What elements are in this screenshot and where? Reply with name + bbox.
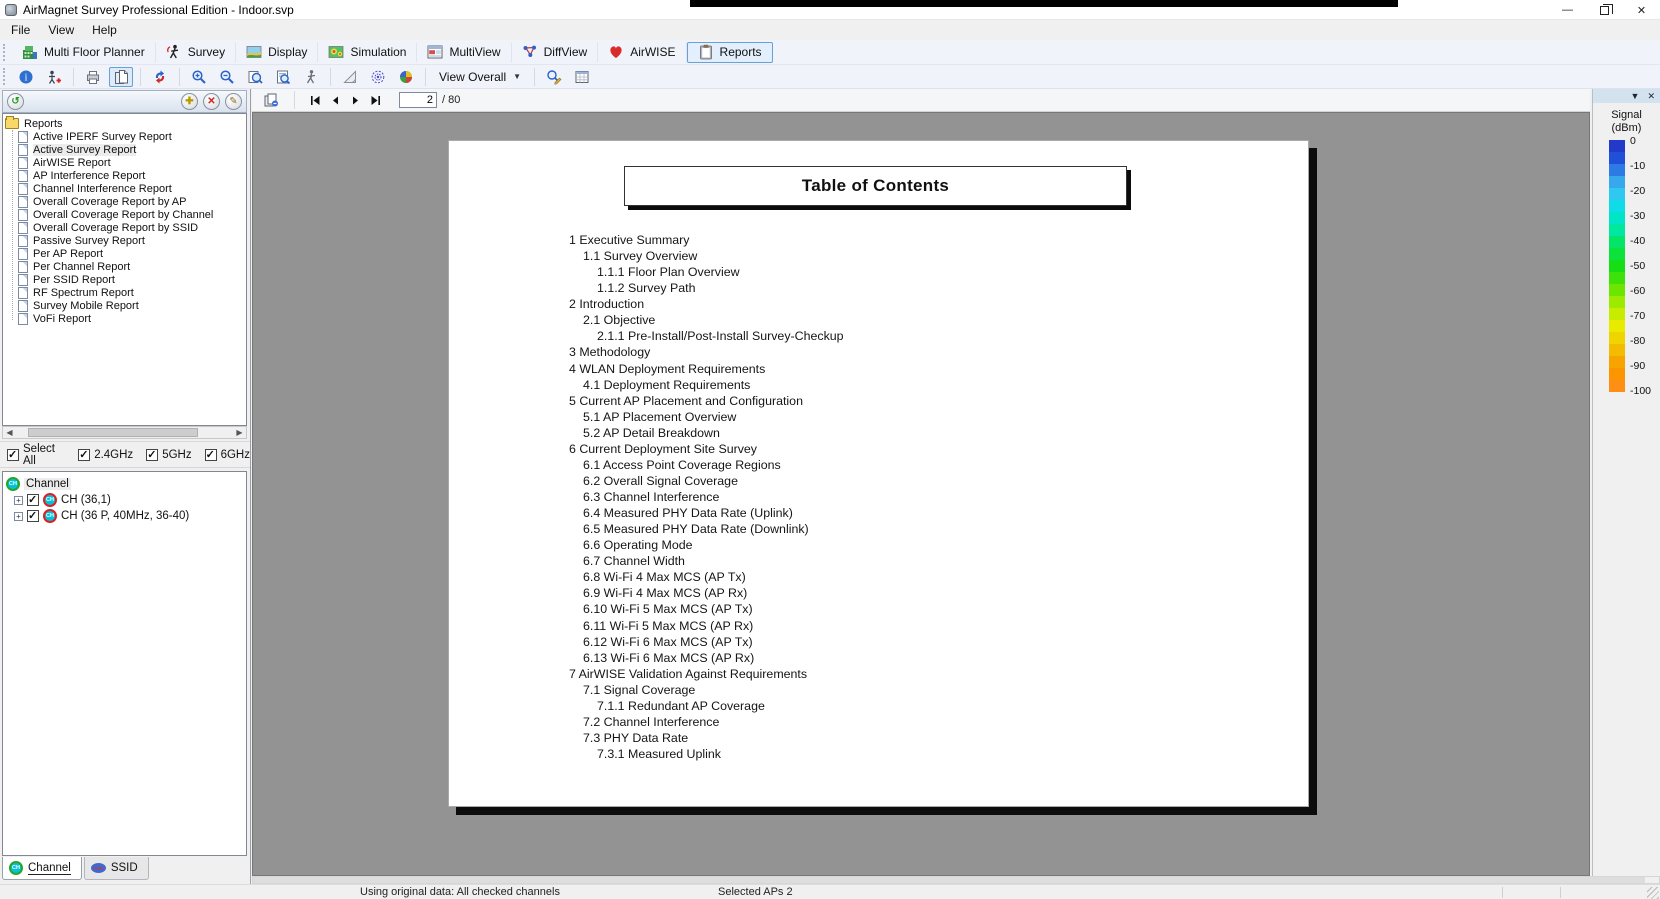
report-item-vofi-report[interactable] [18, 312, 244, 325]
toc-entry: 7.1.1 Redundant AP Coverage [597, 698, 765, 713]
mode-button-label: Survey [187, 45, 226, 59]
toc-entry: 7.3.1 Measured Uplink [597, 747, 721, 761]
scrollbar-thumb[interactable] [253, 877, 1645, 883]
mode-button-multi-floor-planner[interactable] [12, 42, 156, 63]
checkbox-icon[interactable] [7, 449, 19, 461]
toc-entry: 6.9 Wi-Fi 4 Max MCS (AP Rx) [583, 586, 748, 601]
band-filter-2-4ghz[interactable] [78, 449, 133, 461]
channel-item-ch-36-p-40mhz-36-40[interactable] [14, 508, 243, 524]
mode-button-label: Reports [719, 45, 762, 59]
status-separator [1560, 887, 1561, 898]
band-filter-select-all[interactable] [7, 443, 65, 467]
toc-entry: 6 Current Deployment Site Survey [569, 441, 758, 456]
report-tree-root[interactable] [5, 117, 244, 130]
toc-entry: 6.10 Wi-Fi 5 Max MCS (AP Tx) [583, 602, 753, 617]
toc-entry: 6.2 Overall Signal Coverage [583, 473, 738, 488]
signal-tick-label: -60 [1630, 285, 1646, 297]
signal-tick-label: -70 [1630, 310, 1646, 322]
toc-entry: 2.1 Objective [583, 313, 656, 328]
report-page-icon [18, 274, 28, 286]
report-item-per-ssid-report[interactable] [18, 273, 244, 286]
channel-icon: CH [43, 509, 57, 523]
simulation-icon [328, 44, 344, 60]
legend-title: Signal [1611, 109, 1642, 121]
report-page-icon [18, 183, 28, 195]
report-item-label: Overall Coverage Report by Channel [33, 208, 214, 221]
refresh-tree-button[interactable]: ↺ [7, 93, 24, 110]
signal-tick-label: -90 [1630, 360, 1646, 372]
menu-item-help[interactable]: Help [92, 23, 117, 37]
next-page-button[interactable] [345, 91, 365, 109]
multiview-icon [427, 44, 443, 60]
toolbar-separator [140, 68, 141, 86]
report-page-icon [18, 222, 28, 234]
document-canvas[interactable] [252, 112, 1590, 876]
export-report-icon[interactable] [259, 90, 283, 110]
view-mode-label: View Overall [439, 69, 507, 84]
toolbar-separator [294, 91, 295, 109]
report-page-icon [18, 209, 28, 221]
status-bar [0, 884, 1660, 899]
svg-text:i: i [24, 72, 28, 83]
toc-entry: 6.3 Channel Interference [583, 490, 720, 504]
diffview-icon [522, 44, 538, 60]
channel-root-label: Channel [26, 478, 69, 490]
tab-label: SSID [110, 862, 138, 874]
zoom-out-icon[interactable] [215, 67, 239, 87]
report-item-rf-spectrum-report[interactable] [18, 286, 244, 299]
color-scale-block [1609, 152, 1625, 164]
ssid-icon: SSID [91, 863, 106, 873]
add-report-button[interactable]: ✚ [181, 93, 198, 110]
color-scale-block [1609, 224, 1625, 236]
toolbar-separator [425, 68, 426, 86]
band-filter-label: 2.4GHz [94, 448, 134, 461]
first-page-button[interactable] [305, 91, 325, 109]
toc-entry: 5.1 AP Placement Overview [583, 409, 737, 424]
checkbox-icon[interactable] [146, 449, 158, 461]
delete-report-button[interactable]: ✕ [203, 93, 220, 110]
view-mode-dropdown[interactable] [431, 68, 529, 86]
toc-entry: 7.1 Signal Coverage [583, 682, 696, 697]
close-button[interactable]: ✕ [1636, 4, 1647, 17]
report-item-per-channel-report[interactable] [18, 260, 244, 273]
tab-ssid[interactable] [84, 857, 149, 880]
bottom-tabs [2, 857, 149, 880]
menu-item-file[interactable]: File [11, 23, 31, 37]
scroll-left-icon[interactable]: ◀ [3, 427, 16, 438]
toolbar-separator [534, 68, 535, 86]
expand-icon[interactable]: + [14, 496, 23, 505]
page-preview-icon[interactable] [109, 67, 133, 87]
color-scale-block [1609, 308, 1625, 320]
band-filter-label: 6GHz [220, 448, 250, 461]
toc-entry: 6.5 Measured PHY Data Rate (Downlink) [583, 522, 809, 537]
signal-tick-label: 0 [1630, 135, 1636, 147]
walk-icon[interactable] [299, 67, 323, 87]
zoom-area-icon[interactable] [243, 67, 267, 87]
app-logo-icon [5, 4, 17, 16]
signal-tick-label: -100 [1630, 385, 1652, 397]
toc-entry: 7 AirWISE Validation Against Requirements [569, 666, 808, 681]
reports-icon [698, 44, 714, 60]
report-item-label: AP Interference Report [33, 169, 146, 182]
toc-entry: 6.4 Measured PHY Data Rate (Uplink) [583, 506, 793, 521]
mode-button-label: MultiView [449, 45, 501, 59]
close-icon[interactable]: ✕ [1647, 90, 1655, 101]
color-scale-block [1609, 248, 1625, 260]
report-item-overall-coverage-report-by-ap[interactable] [18, 195, 244, 208]
report-item-label: Per Channel Report [33, 260, 131, 273]
antenna-pattern-icon[interactable] [366, 67, 390, 87]
color-scale-block [1609, 344, 1625, 356]
survey-icon [166, 44, 182, 60]
report-tree-hscrollbar[interactable] [2, 426, 247, 439]
toc-entry: 1 Executive Summary [569, 233, 690, 247]
restore-icon [1600, 6, 1609, 15]
toc-entry: 1.1.2 Survey Path [597, 281, 696, 296]
toc-entry: 6.7 Channel Width [583, 554, 685, 569]
report-page-icon [18, 131, 28, 143]
color-scale-block [1609, 212, 1625, 224]
report-item-label: Per AP Report [33, 247, 104, 260]
tab-channel[interactable] [2, 857, 82, 880]
channel-item-label: CH (36,1) [61, 494, 111, 506]
prev-page-button[interactable] [325, 91, 345, 109]
refresh-icon[interactable] [148, 67, 172, 87]
color-scale-block [1609, 176, 1625, 188]
restore-button[interactable] [1586, 0, 1623, 20]
report-tree [2, 113, 247, 426]
signal-tick-label: -50 [1630, 260, 1646, 272]
mode-button-label: Multi Floor Planner [44, 45, 145, 59]
checkbox-icon[interactable] [27, 510, 39, 522]
signal-tick-label: -30 [1630, 210, 1646, 222]
channel-item-label: CH (36 P, 40MHz, 36-40) [61, 510, 190, 522]
report-item-per-ap-report[interactable] [18, 247, 244, 260]
toolbar-separator [330, 68, 331, 86]
multi-floor-planner-icon [22, 44, 38, 60]
color-scale-block [1609, 260, 1625, 272]
table-icon[interactable] [570, 67, 594, 87]
color-scale-block [1609, 236, 1625, 248]
minimize-button[interactable]: — [1562, 4, 1573, 16]
toc-entry: 7.3 PHY Data Rate [583, 730, 689, 745]
report-item-channel-interference-report[interactable] [18, 182, 244, 195]
place-ap-icon[interactable] [42, 67, 66, 87]
color-scale-block [1609, 320, 1625, 332]
signal-tick-label: -40 [1630, 235, 1646, 247]
chevron-down-icon: ▼ [513, 72, 522, 81]
chevron-down-icon[interactable]: ▼ [1630, 91, 1640, 101]
report-item-active-iperf-survey-report[interactable] [18, 130, 244, 143]
table-of-contents [569, 232, 844, 762]
mode-button-simulation[interactable] [318, 42, 417, 63]
scrollbar-thumb[interactable] [28, 428, 198, 437]
report-item-label: Per SSID Report [33, 273, 115, 286]
report-page [448, 140, 1309, 807]
status-selected-aps: Selected APs 2 [718, 886, 793, 898]
toc-entry: 6.12 Wi-Fi 6 Max MCS (AP Tx) [583, 634, 753, 649]
airwise-icon [608, 44, 624, 60]
report-page-icon [18, 144, 28, 156]
canvas-horizontal-scrollbar[interactable] [252, 876, 1660, 884]
color-scale-block [1609, 188, 1625, 200]
report-item-passive-survey-report[interactable] [18, 234, 244, 247]
signal-color-scale [1609, 140, 1625, 392]
legend-subtitle: (dBm) [1611, 122, 1642, 134]
toc-entry: 6.8 Wi-Fi 4 Max MCS (AP Tx) [583, 570, 746, 585]
report-item-label: VoFi Report [33, 312, 92, 325]
page-number-input[interactable] [399, 92, 437, 108]
display-icon [246, 44, 262, 60]
channel-icon: CH [9, 861, 23, 875]
toc-entry: 2.1.1 Pre-Install/Post-Install Survey-Checkup [597, 329, 844, 344]
channel-icon: CH [43, 493, 57, 507]
channel-icon: CH [6, 477, 20, 491]
channel-item-ch-36-1[interactable] [14, 492, 243, 508]
capture-artifact [690, 0, 1398, 7]
color-scale-block [1609, 356, 1625, 368]
report-panel [0, 89, 251, 884]
toolbar-separator [179, 68, 180, 86]
window-title: AirMagnet Survey Professional Edition - Indoor.svp [23, 2, 294, 17]
report-item-overall-coverage-report-by-channel[interactable] [18, 208, 244, 221]
report-page-icon [18, 261, 28, 273]
band-filter-6ghz[interactable] [205, 449, 250, 461]
toc-entry: 6.13 Wi-Fi 6 Max MCS (AP Rx) [583, 650, 755, 665]
folder-icon [5, 118, 19, 129]
color-scale-block [1609, 296, 1625, 308]
toolbar-separator [73, 68, 74, 86]
mode-button-label: DiffView [543, 45, 588, 59]
band-filter-label: 5GHz [162, 448, 192, 461]
mode-button-label: Simulation [350, 45, 407, 59]
report-page-icon [18, 248, 28, 260]
report-item-survey-mobile-report[interactable] [18, 299, 244, 312]
color-scale-block [1609, 380, 1625, 392]
edit-report-button[interactable]: ✎ [225, 93, 242, 110]
mode-button-label: AirWISE [630, 45, 676, 59]
mode-button-diffview[interactable] [512, 42, 599, 63]
toolbar-grip [3, 68, 7, 85]
tool-toolbar [0, 65, 1660, 89]
report-item-label: Passive Survey Report [33, 234, 145, 247]
color-scale-block [1609, 272, 1625, 284]
toc-entry: 4 WLAN Deployment Requirements [569, 361, 766, 376]
toc-entry: 6.11 Wi-Fi 5 Max MCS (AP Rx) [583, 618, 754, 633]
last-page-button[interactable] [365, 91, 385, 109]
mode-button-reports[interactable] [687, 42, 773, 63]
color-scale-block [1609, 140, 1625, 152]
toc-entry: 1.1 Survey Overview [583, 249, 698, 264]
print-icon[interactable] [81, 67, 105, 87]
report-item-label: Active IPERF Survey Report [33, 130, 172, 143]
color-scale-block [1609, 284, 1625, 296]
channel-tree-root[interactable] [6, 476, 243, 492]
report-tree-root-label: Reports [24, 117, 63, 130]
report-page-icon [18, 170, 28, 182]
channel-tree [2, 471, 247, 856]
report-item-label: Survey Mobile Report [33, 299, 139, 312]
report-tree-header [2, 90, 247, 113]
toc-entry: 3 Methodology [569, 345, 651, 360]
expand-icon[interactable]: + [14, 512, 23, 521]
zoom-fit-icon[interactable] [271, 67, 295, 87]
zoom-in-icon[interactable] [187, 67, 211, 87]
signal-tick-label: -20 [1630, 185, 1646, 197]
report-item-overall-coverage-report-by-ssid[interactable] [18, 221, 244, 234]
report-item-ap-interference-report[interactable] [18, 169, 244, 182]
band-filter-bar [0, 441, 250, 468]
report-page-icon [18, 313, 28, 325]
report-item-label: RF Spectrum Report [33, 286, 134, 299]
page-total-label: / 80 [442, 94, 461, 106]
checkbox-icon[interactable] [78, 449, 90, 461]
menu-item-view[interactable]: View [48, 23, 75, 37]
report-item-label: Overall Coverage Report by AP [33, 195, 187, 208]
report-page-icon [18, 287, 28, 299]
signal-tick-label: -10 [1630, 160, 1646, 172]
toc-entry: 6.1 Access Point Coverage Regions [583, 457, 781, 472]
color-scale-block [1609, 200, 1625, 212]
palette-icon[interactable] [394, 67, 418, 87]
color-scale-block [1609, 332, 1625, 344]
checkbox-icon[interactable] [205, 449, 217, 461]
mode-button-multiview[interactable] [417, 42, 511, 63]
resize-grip[interactable] [1647, 887, 1659, 899]
info-icon[interactable] [14, 67, 38, 87]
mode-button-airwise[interactable] [598, 42, 686, 63]
report-page-icon [18, 196, 28, 208]
measure-icon[interactable] [338, 67, 362, 87]
toc-entry: 7.2 Channel Interference [583, 714, 720, 729]
signal-scale-ticks [1630, 135, 1651, 397]
page-title: Table of Contents [801, 176, 950, 195]
mode-toolbar [0, 40, 1660, 65]
toc-title-box [624, 166, 1127, 206]
toc-entry: 2 Introduction [569, 297, 645, 312]
report-item-airwise-report[interactable] [18, 156, 244, 169]
report-item-label: Overall Coverage Report by SSID [33, 221, 199, 234]
status-separator [1502, 887, 1503, 898]
mode-button-survey[interactable] [156, 42, 236, 63]
toc-entry: 1.1.1 Floor Plan Overview [597, 265, 740, 280]
band-filter-label: Select All [23, 442, 55, 467]
toc-entry: 6.6 Operating Mode [583, 538, 693, 553]
color-scale-block [1609, 164, 1625, 176]
band-filter-5ghz[interactable] [146, 449, 191, 461]
mode-button-label: Display [268, 45, 308, 59]
toc-entry: 5 Current AP Placement and Configuration [569, 393, 803, 408]
tab-label: Channel [28, 861, 71, 874]
inspect-icon[interactable] [542, 67, 566, 87]
document-toolbar [252, 89, 1590, 112]
toc-entry: 5.2 AP Detail Breakdown [583, 425, 720, 440]
scroll-right-icon[interactable]: ▶ [233, 427, 246, 438]
report-item-label: AirWISE Report [33, 156, 111, 169]
menu-bar [0, 20, 1660, 40]
report-item-active-survey-report[interactable] [18, 143, 244, 156]
report-page-icon [18, 235, 28, 247]
report-page-icon [18, 300, 28, 312]
toolbar-grip [3, 44, 7, 61]
toc-entry: 4.1 Deployment Requirements [583, 377, 751, 392]
report-page-icon [18, 157, 28, 169]
report-item-label: Active Survey Report [33, 143, 137, 156]
signal-legend-panel [1592, 89, 1660, 876]
mode-button-display[interactable] [236, 42, 318, 63]
checkbox-icon[interactable] [27, 494, 39, 506]
status-data-source: Using original data: All checked channels [360, 886, 560, 898]
legend-panel-header [1593, 89, 1660, 103]
color-scale-block [1609, 368, 1625, 380]
signal-tick-label: -80 [1630, 335, 1646, 347]
report-item-label: Channel Interference Report [33, 182, 172, 195]
